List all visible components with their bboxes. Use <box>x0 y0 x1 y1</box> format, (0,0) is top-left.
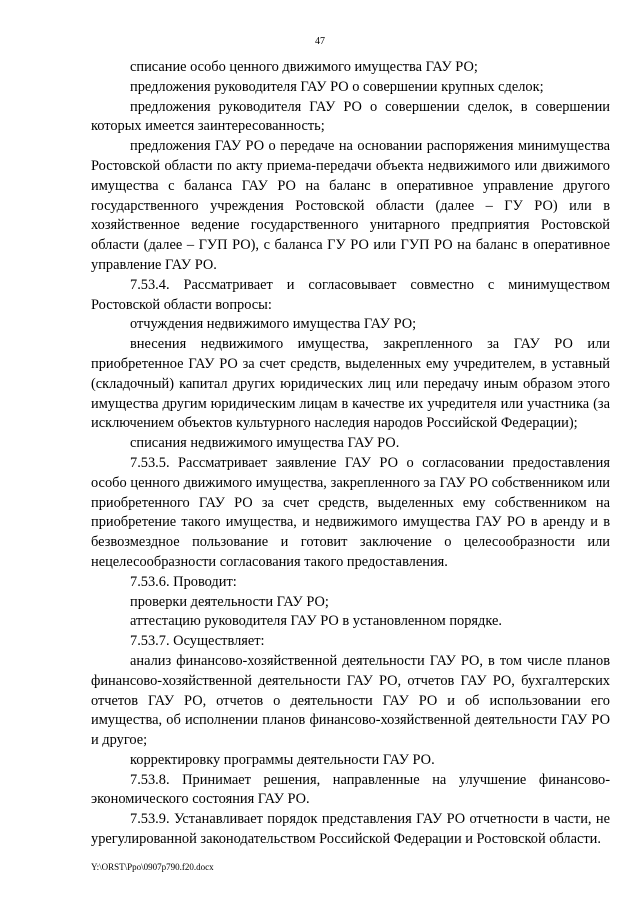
paragraph: списание особо ценного движимого имущества ГАУ РО; <box>130 59 478 75</box>
footer-file-path: Y:\ORST\Ppo\0907p790.f20.docx <box>91 862 214 872</box>
paragraph: 7.53.4. Рассматривает и согласовывает совместно с минимуществом Ростовской области вопросы: <box>91 276 610 313</box>
paragraph: аттестацию руководителя ГАУ РО в установленном порядке. <box>130 613 502 630</box>
paragraph: 7.53.8. Принимает решения, направленные на улучшение финансово-экономического состояния ГАУ РО. <box>91 771 610 808</box>
paragraph: предложения руководителя ГАУ РО о совершении крупных сделок; <box>130 78 544 95</box>
paragraph: корректировку программы деятельности ГАУ РО. <box>130 751 435 768</box>
paragraph: внесения недвижимого имущества, закрепленного за ГАУ РО или приобретенное ГАУ РО за счет средств, выделенных ему учредителем, в уставный (складочный) капитал других юридических лиц или передачу иным образом этого имущества другим юридическим лицам в качестве их учредителя или участника (за исключением объектов культурного наследия народов Российской Федерации); <box>91 336 610 432</box>
paragraph: 7.53.6. Проводит: <box>130 573 237 590</box>
page-number: 47 <box>315 36 325 47</box>
paragraph: 7.53.7. Осуществляет: <box>130 633 265 650</box>
paragraph: 7.53.9. Устанавливает порядок представления ГАУ РО отчетности в части, не урегулированной законодательством Российской Федерации и Ростовской области. <box>91 811 610 848</box>
paragraph: проверки деятельности ГАУ РО; <box>130 593 329 610</box>
document-body <box>91 58 610 850</box>
paragraph: анализ финансово-хозяйственной деятельности ГАУ РО, в том числе планов финансово-хозяйственной деятельности ГАУ РО, отчетов ГАУ РО, бухгалтерских отчетов ГАУ РО, отчетов о деятельности ГАУ РО и об использовании его имущества, об исполнении планов финансово-хозяйственной деятельности ГАУ РО и другое; <box>91 652 610 749</box>
paragraph: списания недвижимого имущества ГАУ РО. <box>130 435 400 452</box>
paragraph: предложения руководителя ГАУ РО о совершении сделок, в совершении которых имеется заинтересованность; <box>91 98 610 135</box>
paragraph: отчуждения недвижимого имущества ГАУ РО; <box>130 316 417 333</box>
paragraph: 7.53.5. Рассматривает заявление ГАУ РО о согласовании предоставления особо ценного движимого имущества, закрепленного за ГАУ РО собственником или приобретенного ГАУ РО за счет средств, выделенных ему собственником на приобретение такого имущества, и недвижимого имущества ГАУ РО в аренду и в безвозмездное пользование и готовит заключение о целесообразности или нецелесообразности согласования такого предоставления. <box>91 454 610 570</box>
paragraph: предложения ГАУ РО о передаче на основании распоряжения минимущества Ростовской области по акту приема-передачи объекта недвижимого или движимого имущества с баланса ГАУ РО на баланс в оперативное управление другого государственного учреждения Ростовской области (далее – ГУ РО) или в хозяйственное ведение государственного унитарного предприятия Ростовской области (далее – ГУП РО), с баланса ГУ РО или ГУП РО на баланс в оперативное управление ГАУ РО. <box>91 138 610 273</box>
